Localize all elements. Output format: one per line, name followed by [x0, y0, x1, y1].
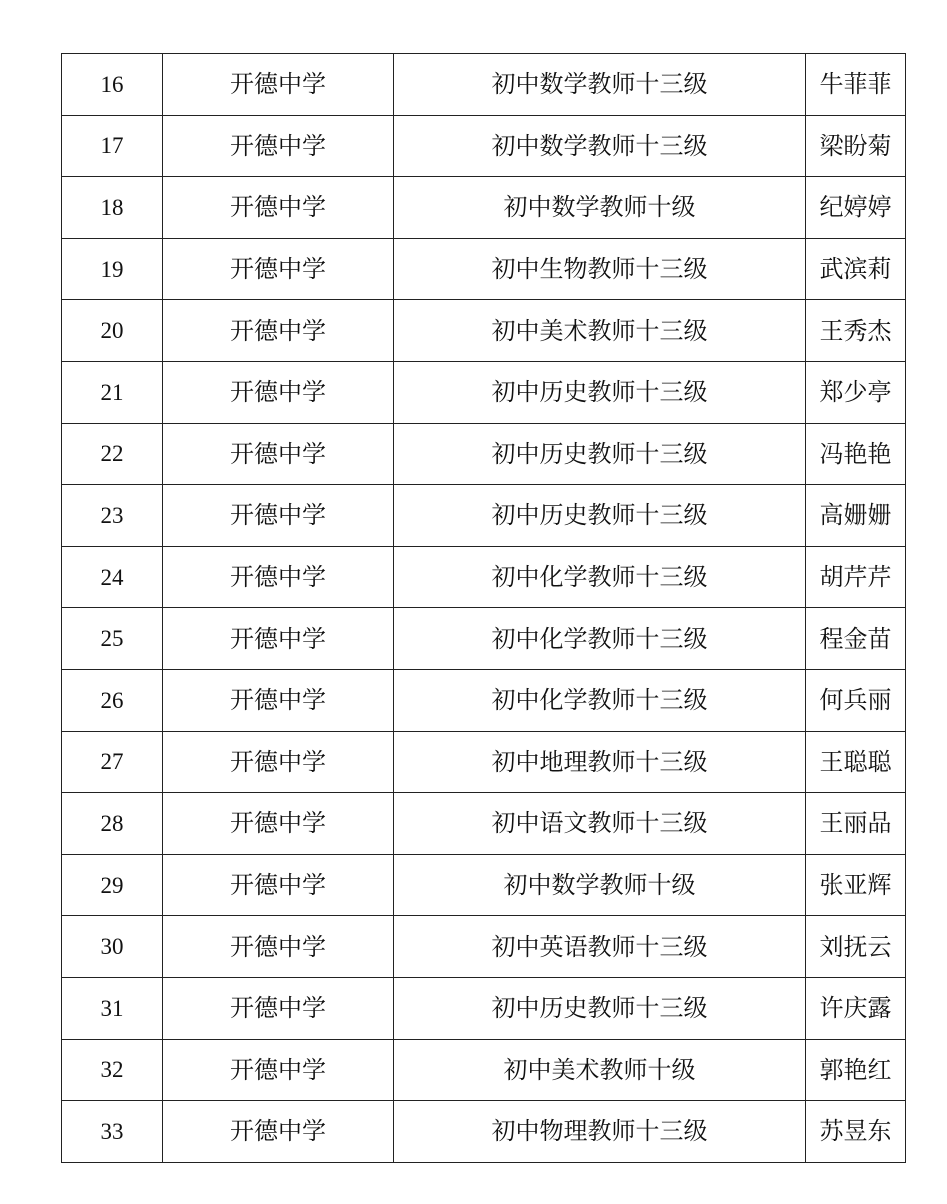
name-cell: 王聪聪	[806, 731, 906, 793]
school-cell: 开德中学	[163, 238, 394, 300]
row-number-cell: 18	[62, 177, 163, 239]
row-number-cell: 25	[62, 608, 163, 670]
name-cell: 胡芹芹	[806, 546, 906, 608]
school-cell: 开德中学	[163, 546, 394, 608]
school-cell: 开德中学	[163, 485, 394, 547]
name-cell: 许庆露	[806, 977, 906, 1039]
table-row	[62, 423, 906, 485]
table-row	[62, 1039, 906, 1101]
name-cell: 郑少亭	[806, 361, 906, 423]
name-cell: 郭艳红	[806, 1039, 906, 1101]
school-cell: 开德中学	[163, 361, 394, 423]
row-number-cell: 27	[62, 731, 163, 793]
table-row	[62, 854, 906, 916]
row-number-cell: 20	[62, 300, 163, 362]
position-cell: 初中数学教师十级	[394, 854, 806, 916]
table-row	[62, 361, 906, 423]
table-row	[62, 54, 906, 116]
row-number-cell: 21	[62, 361, 163, 423]
position-cell: 初中美术教师十级	[394, 1039, 806, 1101]
name-cell: 纪婷婷	[806, 177, 906, 239]
table-row	[62, 731, 906, 793]
table-row	[62, 669, 906, 731]
school-cell: 开德中学	[163, 977, 394, 1039]
name-cell: 何兵丽	[806, 669, 906, 731]
row-number-cell: 24	[62, 546, 163, 608]
position-cell: 初中历史教师十三级	[394, 361, 806, 423]
school-cell: 开德中学	[163, 54, 394, 116]
name-cell: 张亚辉	[806, 854, 906, 916]
position-cell: 初中英语教师十三级	[394, 916, 806, 978]
table-body	[62, 54, 906, 1163]
table-row	[62, 300, 906, 362]
row-number-cell: 33	[62, 1101, 163, 1163]
school-cell: 开德中学	[163, 608, 394, 670]
name-cell: 武滨莉	[806, 238, 906, 300]
table-row	[62, 238, 906, 300]
position-cell: 初中化学教师十三级	[394, 546, 806, 608]
school-cell: 开德中学	[163, 115, 394, 177]
roster-table-container	[61, 53, 905, 1163]
school-cell: 开德中学	[163, 1039, 394, 1101]
position-cell: 初中历史教师十三级	[394, 423, 806, 485]
position-cell: 初中语文教师十三级	[394, 793, 806, 855]
position-cell: 初中生物教师十三级	[394, 238, 806, 300]
position-cell: 初中数学教师十三级	[394, 54, 806, 116]
name-cell: 王丽品	[806, 793, 906, 855]
teacher-roster-table	[61, 53, 906, 1163]
table-row	[62, 546, 906, 608]
school-cell: 开德中学	[163, 793, 394, 855]
name-cell: 王秀杰	[806, 300, 906, 362]
school-cell: 开德中学	[163, 1101, 394, 1163]
name-cell: 苏昱东	[806, 1101, 906, 1163]
row-number-cell: 29	[62, 854, 163, 916]
school-cell: 开德中学	[163, 423, 394, 485]
row-number-cell: 28	[62, 793, 163, 855]
name-cell: 梁盼菊	[806, 115, 906, 177]
position-cell: 初中历史教师十三级	[394, 485, 806, 547]
name-cell: 刘抚云	[806, 916, 906, 978]
name-cell: 程金苗	[806, 608, 906, 670]
position-cell: 初中化学教师十三级	[394, 669, 806, 731]
row-number-cell: 26	[62, 669, 163, 731]
table-row	[62, 916, 906, 978]
school-cell: 开德中学	[163, 669, 394, 731]
table-row	[62, 1101, 906, 1163]
position-cell: 初中数学教师十级	[394, 177, 806, 239]
position-cell: 初中数学教师十三级	[394, 115, 806, 177]
name-cell: 牛菲菲	[806, 54, 906, 116]
row-number-cell: 16	[62, 54, 163, 116]
position-cell: 初中地理教师十三级	[394, 731, 806, 793]
position-cell: 初中物理教师十三级	[394, 1101, 806, 1163]
name-cell: 高姗姗	[806, 485, 906, 547]
school-cell: 开德中学	[163, 854, 394, 916]
school-cell: 开德中学	[163, 177, 394, 239]
school-cell: 开德中学	[163, 916, 394, 978]
position-cell: 初中化学教师十三级	[394, 608, 806, 670]
school-cell: 开德中学	[163, 300, 394, 362]
table-row	[62, 177, 906, 239]
row-number-cell: 19	[62, 238, 163, 300]
table-row	[62, 485, 906, 547]
row-number-cell: 30	[62, 916, 163, 978]
table-row	[62, 977, 906, 1039]
position-cell: 初中美术教师十三级	[394, 300, 806, 362]
name-cell: 冯艳艳	[806, 423, 906, 485]
row-number-cell: 32	[62, 1039, 163, 1101]
row-number-cell: 17	[62, 115, 163, 177]
school-cell: 开德中学	[163, 731, 394, 793]
table-row	[62, 115, 906, 177]
row-number-cell: 31	[62, 977, 163, 1039]
row-number-cell: 22	[62, 423, 163, 485]
table-row	[62, 793, 906, 855]
row-number-cell: 23	[62, 485, 163, 547]
table-row	[62, 608, 906, 670]
position-cell: 初中历史教师十三级	[394, 977, 806, 1039]
